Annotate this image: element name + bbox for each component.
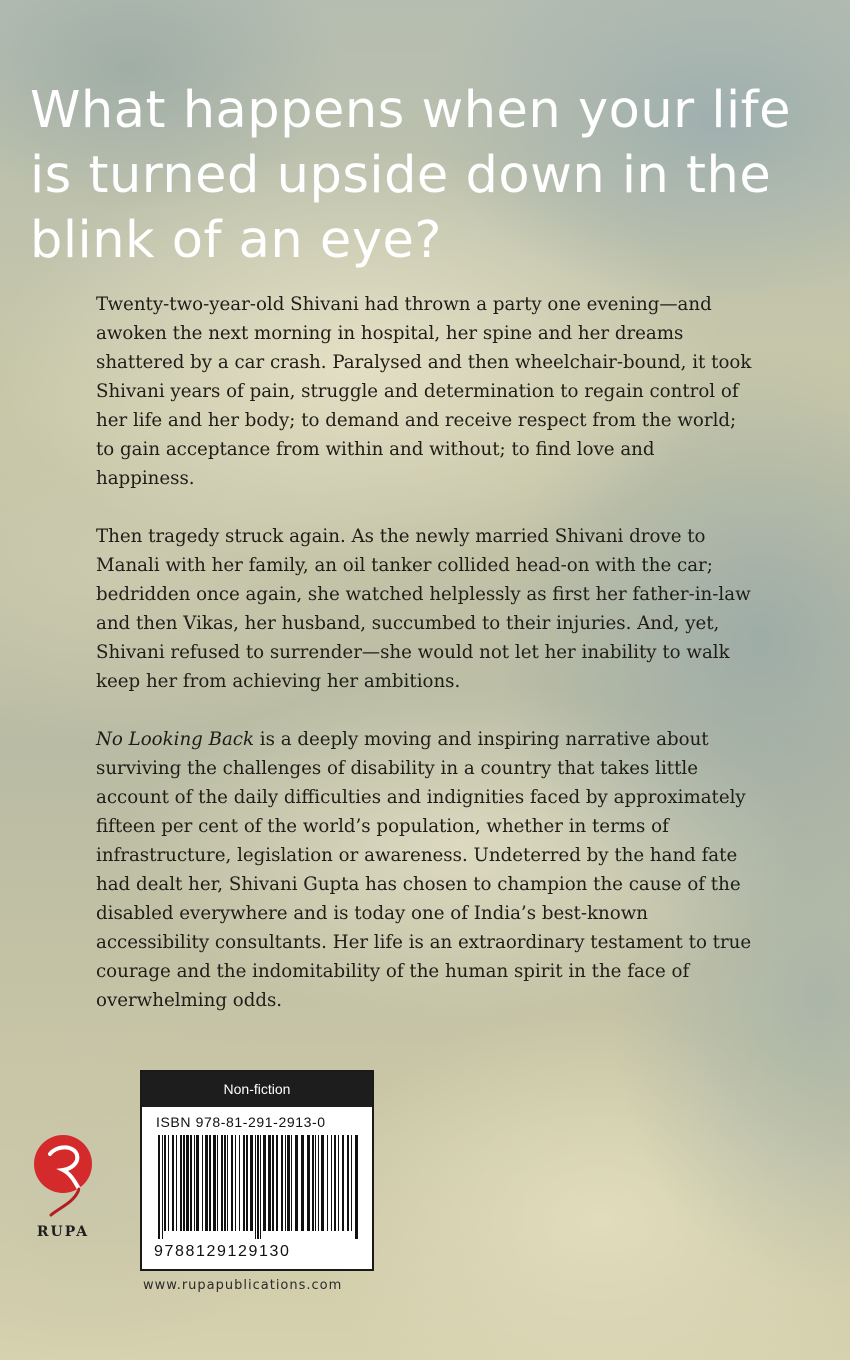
isbn-box: [140, 1070, 374, 1271]
rupa-logo-icon: [33, 1132, 93, 1220]
publisher-url[interactable]: www.rupapublications.com: [143, 1278, 343, 1293]
book-title-italic: No Looking Back: [96, 729, 255, 750]
isbn-number: ISBN 978-81-291-2913-0: [156, 1114, 326, 1130]
cover-headline: What happens when your life is turned upside down in the blink of an eye?: [30, 81, 792, 270]
barcode-digits: 9788129129130: [154, 1243, 291, 1260]
barcode-icon: [156, 1135, 360, 1239]
blurb-paragraph-1: Twenty-two-year-old Shivani had thrown a party one evening—and awoken the next morning in hospital, her spine and her dreams shattered by a car crash. Paralysed and then wheelchair-bound, it took Shivani years of pain, struggle and determination to regain control of her life and her body; to demand and receive respect from the world; to gain acceptance from within and without; to find love and happiness.: [96, 294, 752, 489]
blurb-paragraph-3-text: is a deeply moving and inspiring narrative about surviving the challenges of disability in a country that takes little account of the daily difficulties and indignities faced by approximately fifteen per cent of the world’s population, whether in terms of infrastructure, legislation or awareness. Undeterred by the hand fate had dealt her, Shivani Gupta has chosen to champion the cause of the disabled everywhere and is today one of India’s best-known accessibility consultants. Her life is an extraordinary testament to true courage and the indomitability of the human spirit in the face of overwhelming odds.: [96, 729, 752, 1011]
genre-label: Non-fiction: [142, 1072, 372, 1107]
publisher-name: RUPA: [36, 1224, 90, 1240]
blurb-paragraph-3: [96, 725, 756, 1015]
cover-blurb: [96, 290, 756, 1044]
blurb-paragraph-2: Then tragedy struck again. As the newly married Shivani drove to Manali with her family, an oil tanker collided head-on with the car; bedridden once again, she watched helplessly as first her father-in-law and then Vikas, her husband, succumbed to their injuries. And, yet, Shivani refused to surrender—she would not let her inability to walk keep her from achieving her ambitions.: [96, 526, 751, 692]
